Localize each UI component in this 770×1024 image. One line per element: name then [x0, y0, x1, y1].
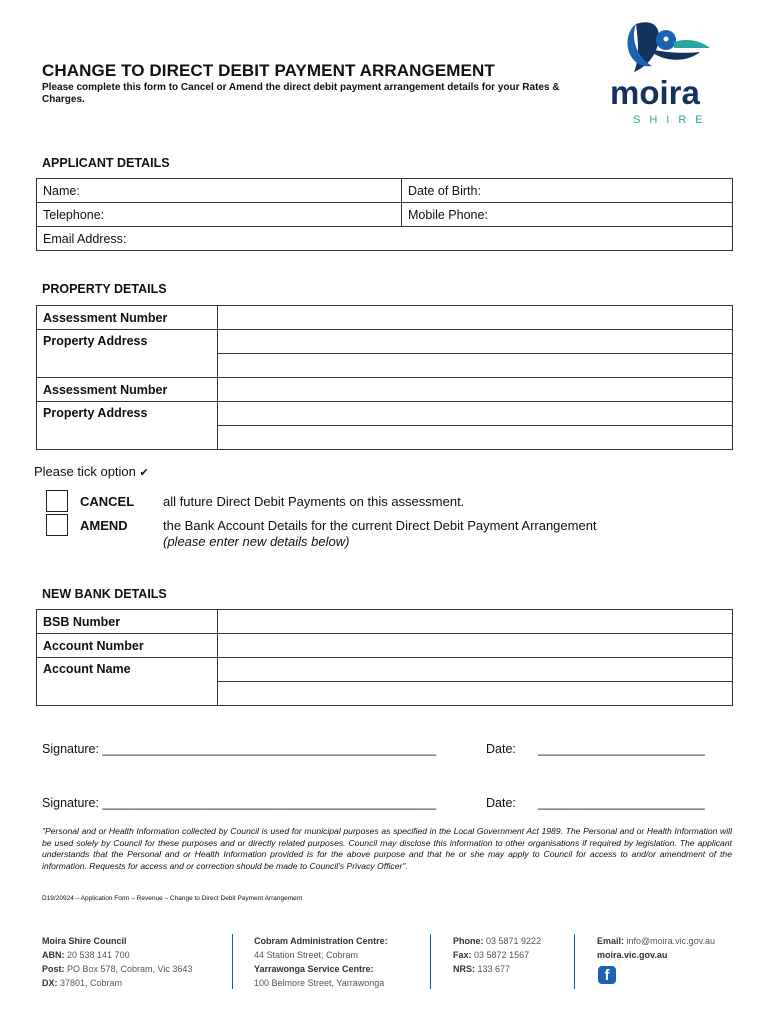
email-label: Email Address: [43, 231, 127, 246]
nrs-label: NRS: [453, 964, 475, 974]
cobram-label: Cobram Administration Centre: [254, 936, 388, 946]
property-address-input-1b[interactable] [218, 354, 733, 378]
assessment-number-input-1[interactable] [218, 306, 733, 330]
amend-note: (please enter new details below) [163, 534, 350, 549]
assessment-number-input-2[interactable] [218, 378, 733, 402]
cobram-address: 44 Station Street, Cobram [254, 950, 359, 960]
document-reference: D19/20924 – Application Form – Revenue – Change to Direct Debit Payment Arrangement [42, 895, 303, 902]
email-field[interactable] [37, 227, 733, 251]
property-table [36, 305, 733, 450]
footer-divider-1 [232, 934, 233, 989]
amend-label: AMEND [80, 518, 128, 533]
date-field-1[interactable]: ________________________ [538, 742, 705, 756]
amend-description: the Bank Account Details for the current Direct Debit Payment Arrangement [163, 518, 597, 533]
property-heading: PROPERTY DETAILS [42, 282, 167, 296]
name-label: Name: [43, 183, 80, 198]
mobile-field[interactable] [402, 203, 733, 227]
applicant-heading: APPLICANT DETAILS [42, 156, 170, 170]
footer-org: Moira Shire Council [42, 936, 127, 946]
phone-value: 03 5871 9222 [486, 936, 542, 946]
property-address-input-2b[interactable] [218, 426, 733, 450]
bsb-input[interactable] [218, 610, 733, 634]
property-address-label-1: Property Address [37, 330, 218, 378]
yarrawonga-address: 100 Belmore Street, Yarrawonga [254, 978, 385, 988]
account-name-input-a[interactable] [218, 658, 733, 682]
cancel-checkbox[interactable] [46, 490, 68, 512]
property-address-label-2: Property Address [37, 402, 218, 450]
facebook-icon[interactable]: f [598, 966, 616, 984]
phone-label: Phone: [453, 936, 484, 946]
dx-value: 37801, Cobram [60, 978, 123, 988]
name-field[interactable] [37, 179, 402, 203]
post-value: PO Box 578, Cobram, Vic 3643 [67, 964, 193, 974]
fax-value: 03 5872 1567 [474, 950, 530, 960]
telephone-label: Telephone: [43, 207, 105, 222]
dx-label: DX: [42, 978, 58, 988]
date-label-2: Date: [486, 796, 516, 810]
page-title: CHANGE TO DIRECT DEBIT PAYMENT ARRANGEMENT [42, 61, 495, 80]
account-number-label: Account Number [37, 634, 218, 658]
tick-prompt [34, 464, 149, 479]
page-subtitle: Please complete this form to Cancel or Amend the direct debit payment arrangement details for your Rates & Charges. [42, 82, 560, 105]
date-field-2[interactable]: ________________________ [538, 796, 705, 810]
assessment-number-label-1: Assessment Number [37, 306, 218, 330]
assessment-number-label-2: Assessment Number [37, 378, 218, 402]
date-label-1: Date: [486, 742, 516, 756]
telephone-field[interactable] [37, 203, 402, 227]
cancel-description: all future Direct Debit Payments on this assessment. [163, 494, 465, 509]
footer-phones [453, 934, 541, 976]
moira-logo [600, 18, 740, 130]
applicant-table [36, 178, 733, 251]
signature-field-1[interactable]: Signature: ________________________________________________ [42, 742, 437, 756]
abn-label: ABN: [42, 950, 65, 960]
privacy-notice: "Personal and or Health Information collected by Council is used for municipal purposes as specified in the Local Government Act 1989. The Personal and or Health Information will be used solely by Council for these purposes and or directly related purposes. Council may disclose this information to other organisations if required by legislation. The applicant understands that the Personal and or Health Information provided is for the above purpose and that he or she may apply to Council for access to and/or amendment of the information. Requests for access and or correction should be made to Council's Privacy Officer". [42, 826, 732, 871]
bank-heading: NEW BANK DETAILS [42, 587, 167, 601]
footer-council [42, 934, 192, 990]
mobile-label: Mobile Phone: [408, 207, 488, 222]
email-contact-value[interactable]: info@moira.vic.gov.au [626, 936, 716, 946]
cancel-label: CANCEL [80, 494, 135, 509]
dob-label: Date of Birth: [408, 183, 481, 198]
website-link[interactable]: moira.vic.gov.au [597, 950, 668, 960]
nrs-value: 133 677 [477, 964, 511, 974]
account-name-input-b[interactable] [218, 682, 733, 706]
yarrawonga-label: Yarrawonga Service Centre: [254, 964, 374, 974]
property-address-input-1a[interactable] [218, 330, 733, 354]
footer-centres [254, 934, 388, 990]
checkmark-icon: ✔ [139, 467, 149, 479]
fax-label: Fax: [453, 950, 472, 960]
bsb-label: BSB Number [37, 610, 218, 634]
logo-shire: SHIRE [633, 114, 712, 126]
account-number-input[interactable] [218, 634, 733, 658]
footer-divider-2 [430, 934, 431, 989]
logo-wordmark: moira [610, 74, 700, 111]
property-address-input-2a[interactable] [218, 402, 733, 426]
email-contact-label: Email: [597, 936, 625, 946]
bank-table [36, 609, 733, 706]
footer-divider-3 [574, 934, 575, 989]
account-name-label: Account Name [37, 658, 218, 706]
tick-prompt-label: Please tick option [34, 464, 136, 479]
post-label: Post: [42, 964, 65, 974]
bird-logo-icon [600, 18, 740, 80]
amend-checkbox[interactable] [46, 514, 68, 536]
footer-web [597, 934, 715, 962]
abn-value: 20 538 141 700 [67, 950, 130, 960]
signature-field-2[interactable]: Signature: ________________________________________________ [42, 796, 437, 810]
dob-field[interactable] [402, 179, 733, 203]
